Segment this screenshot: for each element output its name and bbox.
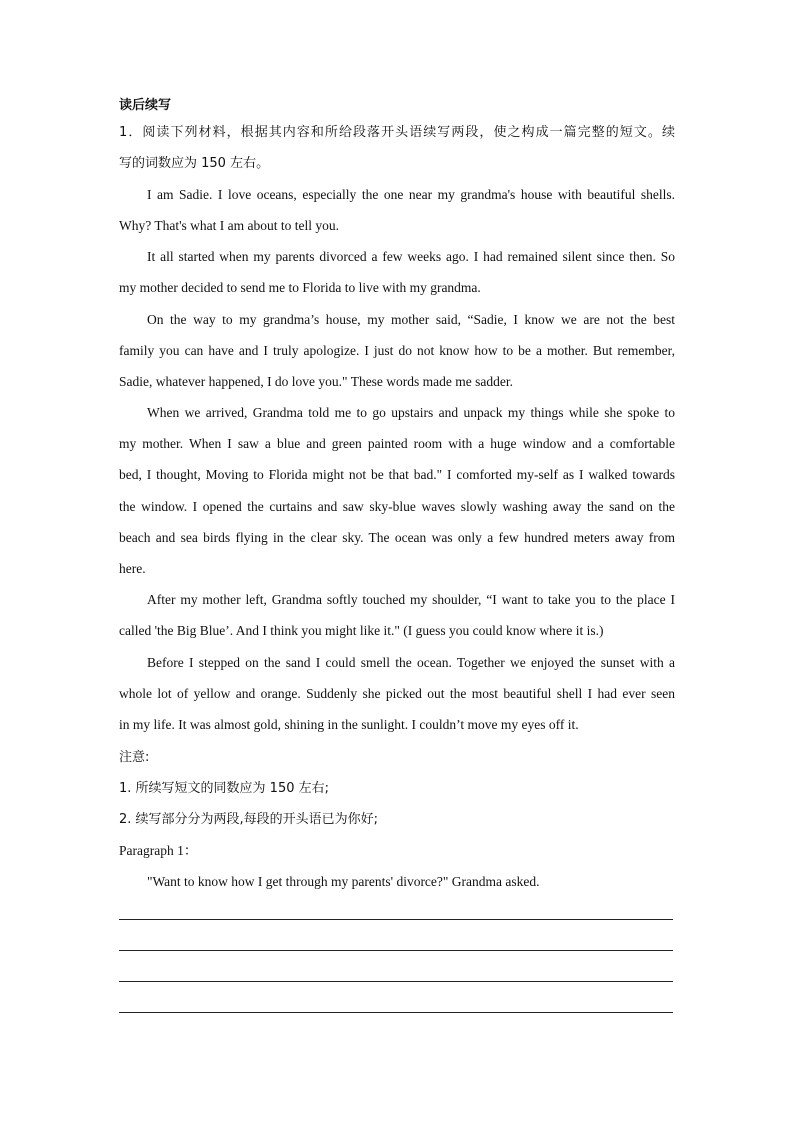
writing-line[interactable] [119,981,673,982]
writing-line[interactable] [119,950,673,951]
passage-p1-line-1: I am Sadie. I love oceans, especially the one near my grandma's house with beautiful shells. [147,187,675,202]
section-title: 读后续写 [119,98,172,113]
passage-p4-line-5: beach and sea birds flying in the clear sky. The ocean was only a few hundred meters away from [119,530,675,545]
passage-p6-line-2: whole lot of yellow and orange. Suddenly she picked out the most beautiful shell I had ever seen [119,686,675,701]
paragraph1-opening: "Want to know how I get through my parents' divorce?" Grandma asked. [147,874,540,889]
passage-p3-line-3: Sadie, whatever happened, I do love you." These words made me sadder. [119,374,514,389]
passage-p6-line-1: Before I stepped on the sand I could smell the ocean. Together we enjoyed the sunset with a [147,655,675,670]
passage-p4-line-2: my mother. When I saw a blue and green painted room with a huge window and a comfortable [119,436,675,451]
notes-item-1: 1. 所续写短文的同数应为 150 左右; [119,781,329,796]
passage-p6-line-3: in my life. It was almost gold, shining in the sunlight. I couldn’t move my eyes off it. [119,717,579,732]
passage-p5-line-2: called 'the Big Blue’. And I think you might like it." (I guess you could know where it is.) [119,623,604,638]
passage-p2-line-1: It all started when my parents divorced a few weeks ago. I had remained silent since then. So [147,249,675,264]
paragraph1-label: Paragraph 1： [119,843,198,858]
writing-line[interactable] [119,919,673,920]
passage-p1-line-2: Why? That's what I am about to tell you. [119,218,340,233]
question-instruction-line-1 [119,124,675,142]
question-instruction-text: 阅读下列材料，根据其内容和所给段落开头语续写两段，使之构成一篇完整的短文。续 [142,125,675,140]
question-instruction-line-2: 写的词数应为 150 左右。 [119,156,270,171]
writing-line[interactable] [119,1012,673,1013]
passage-p4-line-4: the window. I opened the curtains and saw sky-blue waves slowly washing away the sand on the [119,499,675,514]
question-number: 1． [119,125,143,140]
notes-heading: 注意: [119,750,150,765]
passage-p4-line-3: bed, I thought, Moving to Florida might not be that bad." I comforted my-self as I walked towards [119,467,675,482]
passage-p2-line-2: my mother decided to send me to Florida to live with my grandma. [119,280,481,295]
passage-p4-line-1: When we arrived, Grandma told me to go upstairs and unpack my things while she spoke to [147,405,675,420]
notes-item-2: 2. 续写部分分为两段,每段的开头语已为你好; [119,812,379,827]
passage-p4-line-6: here. [119,561,146,576]
passage-p3-line-2: family you can have and I truly apologize. I just do not know how to be a mother. But remember, [119,343,675,358]
passage-p3-line-1: On the way to my grandma’s house, my mother said, “Sadie, I know we are not the best [147,312,675,327]
passage-p5-line-1: After my mother left, Grandma softly touched my shoulder, “I want to take you to the place I [147,592,675,607]
